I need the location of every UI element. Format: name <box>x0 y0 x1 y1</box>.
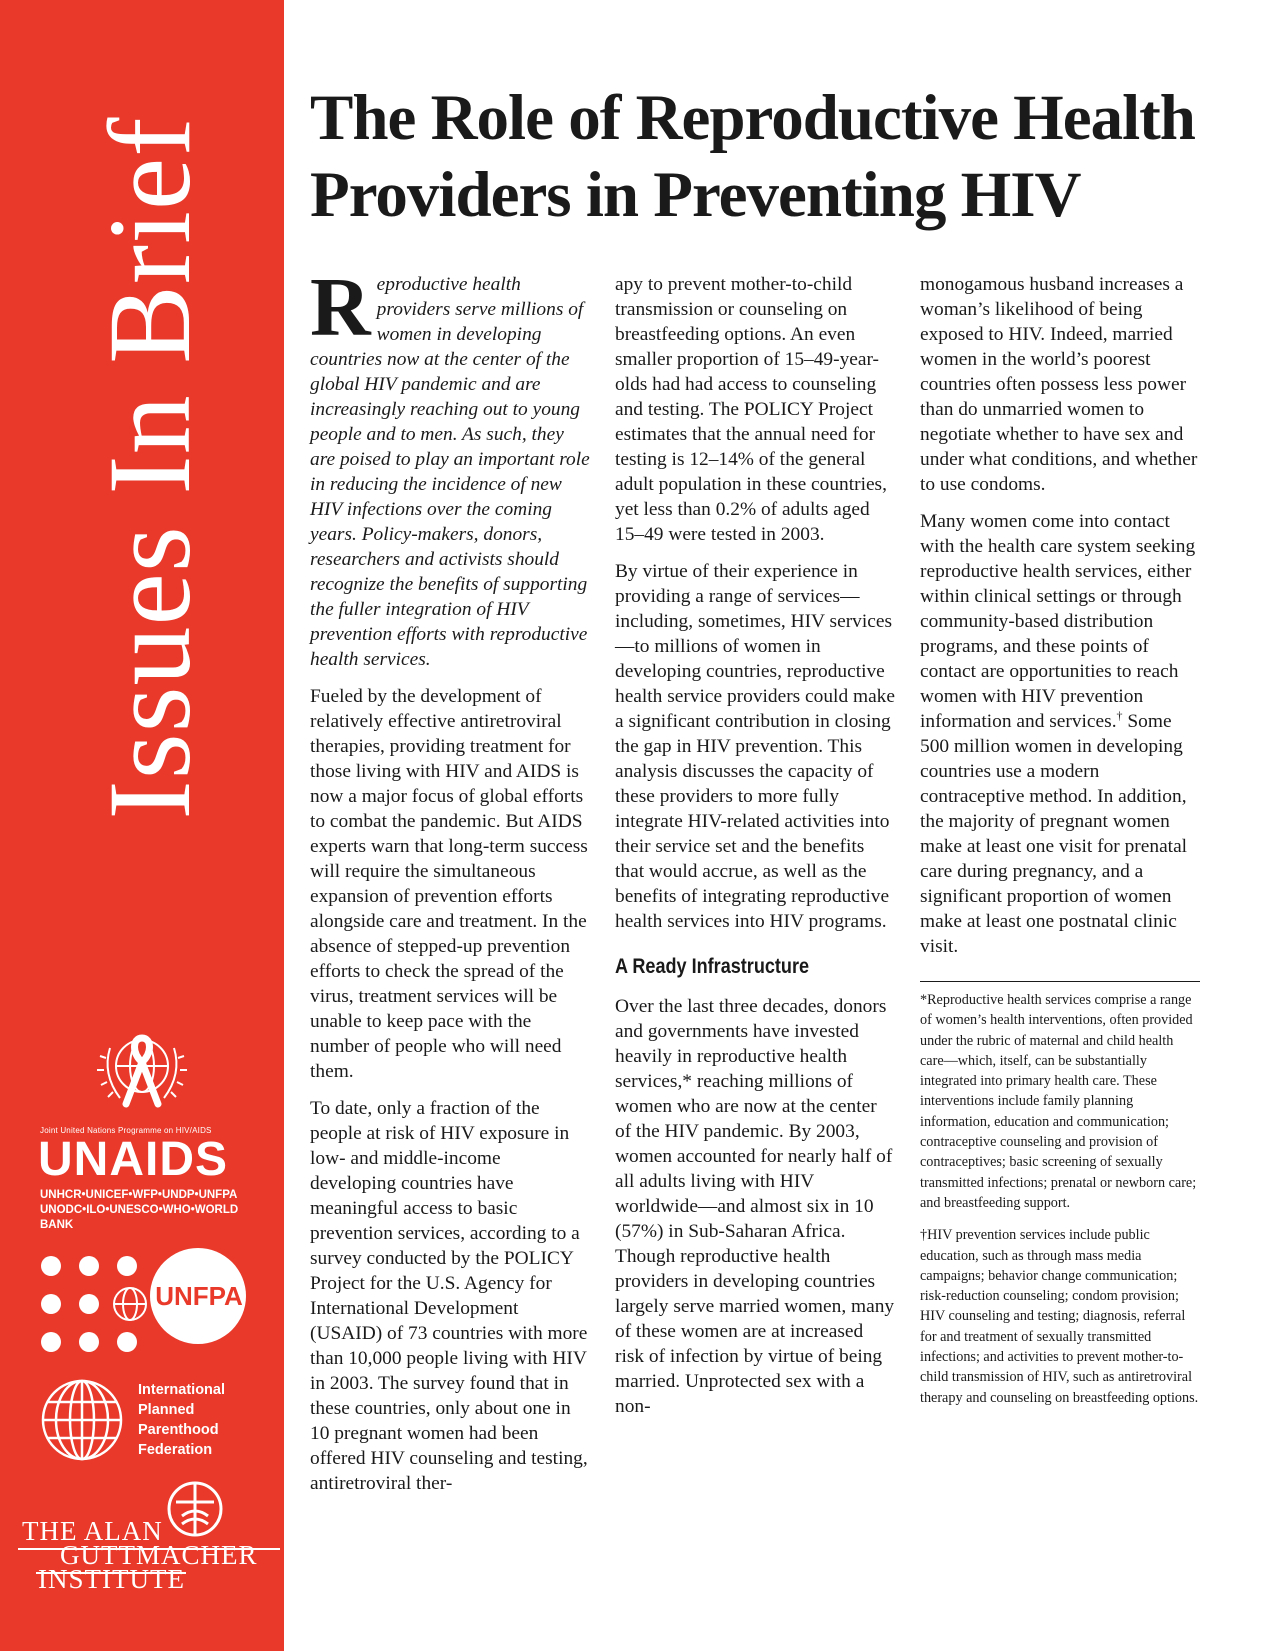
sidebar-red-band <box>0 0 284 1651</box>
paragraph-2-part1: To date, only a fraction of the people at risk of HIV exposure in low- and middle-income developing countries have meaningful access to basic prevention services, according to a survey conducted by the POLICY Project for the U.S. Agency for International Development (USAID) of 73 countries with more than 10,000 people living with HIV in 2003. The survey found that in these countries, only about one in 10 pregnant women had been offered HIV counseling and testing, antiretroviral ther- <box>310 1098 588 1494</box>
footnote-1: *Reproductive health services comprise a range of women’s health interventions, often provided under the rubric of maternal and child health care—which, itself, can be substantially integrated into primary health care. These interventions include family planning information, education and communication; contraceptive counseling and provision of contraceptives; basic screening of sexually transmitted infections; prenatal or newborn care; and breastfeeding support. <box>920 992 1197 1211</box>
unaids-logo-text: UNAIDS <box>38 1133 229 1186</box>
ippf-name <box>138 1380 278 1460</box>
paragraph-2-part2: apy to prevent mother-to-child transmission or counseling on breastfeeding options. An even smaller proportion of 15–49-year-olds had had access to counseling and testing. The POLICY Project estimates that the annual need for testing is 12–14% of the general adult population in these countries, yet less than 0.2% of adults aged 15–49 were tested in 2003. <box>615 274 887 545</box>
ippf-line3: Parenthood <box>138 1422 219 1438</box>
footnote-rule <box>920 981 1200 982</box>
guttmacher-line3: INSTITUTE <box>38 1564 185 1594</box>
section-heading: A Ready Infrastructure <box>615 955 810 978</box>
guttmacher-line2: GUTTMACHER <box>60 1540 258 1570</box>
unaids-agencies-line1: UNHCR•UNICEF•WFP•UNDP•UNFPA <box>40 1189 238 1201</box>
unaids-emblem-icon <box>88 1018 196 1126</box>
dagger-footnote-ref: † <box>1116 708 1123 723</box>
guttmacher-line1: THE ALAN <box>22 1516 163 1546</box>
page-title-line2: Providers in Preventing HIV <box>310 159 1081 231</box>
drop-cap: R <box>310 261 371 354</box>
paragraph-3: By virtue of their experience in providing a range of services—including, sometimes, HIV services—to millions of women in developing countries, reproductive health service providers could make a significant contribution in closing the gap in HIV prevention. This analysis discusses the capacity of these providers to more fully integrate HIV-related activities into their service set and the benefits that would accrue, as well as the benefits of integrating reproductive health services into HIV programs. <box>615 561 895 932</box>
un-emblem-icon <box>114 1288 146 1320</box>
page-title-line1: The Role of Reproductive Health <box>310 82 1195 154</box>
footnote-2: †HIV prevention services include public education, such as through mass media campaigns; behavior change communication; risk-reduction counseling; condom provision; HIV counseling and testing; diagnosis, referral for and treatment of sexually transmitted infections; and activities to prevent mother-to-child transmission of HIV, such as antiretroviral therapy and counseling on breastfeeding options. <box>920 1227 1199 1406</box>
unfpa-logo-text: UNFPA <box>155 1281 243 1311</box>
ippf-line1: International <box>138 1382 226 1398</box>
intro-text: eproductive health providers serve millions of women in developing countries now at the center of the global HIV pandemic and are increasingly reaching out to young people and to men. As such, they are poised to play an important role in reducing the incidence of new HIV infections over the coming years. Policy-makers, donors, researchers and activists should recognize the benefits of supporting the fuller integration of HIV prevention efforts with reproductive health services. <box>310 274 590 670</box>
guttmacher-emblem-icon <box>166 1480 224 1538</box>
paragraph-1: Fueled by the development of relatively effective antiretroviral therapies, providing treatment for those living with HIV and AIDS is now a major focus of global efforts to combat the pandemic. But AIDS experts warn that long-term success will require the simultaneous expansion of prevention efforts alongside care and treatment. In the absence of stepped-up prevention efforts to check the spread of the virus, treatment services will be unable to keep pace with the number of people who will need them. <box>310 686 588 1082</box>
intro-paragraph <box>310 261 590 672</box>
unaids-agencies <box>40 1188 250 1233</box>
paragraph-4-part2: monogamous husband increases a woman’s likelihood of being exposed to HIV. Indeed, married women in the world’s poorest countries often possess less power than do unmarried women to negotiate whether to have sex and under what conditions, and whether to use condoms. <box>920 274 1198 495</box>
text-column-1 <box>310 261 590 1508</box>
page-title <box>310 80 1240 234</box>
ippf-globe-icon <box>40 1378 124 1462</box>
paragraph-4-part1: Over the last three decades, donors and governments have invested heavily in reproductive health services,* reaching millions of women who are now at the center of the HIV pandemic. By 2003, women accounted for nearly half of all adults living with HIV worldwide—and almost six in 10 (57%) in Sub-Saharan Africa. Though reproductive health providers in developing countries largely serve married women, many of these women are at increased risk of infection by virtue of being married. Unprotected sex with a non- <box>615 996 895 1417</box>
series-title: Issues In Brief <box>84 116 215 820</box>
text-column-3 <box>920 272 1200 1420</box>
paragraph-5-text: Many women come into contact with the health care system seeking reproductive health services, either within clinical settings or through community-based distribution programs, and these points of contact are opportunities to reach women with HIV prevention information and services. <box>920 511 1196 732</box>
ippf-line4: Federation <box>138 1442 213 1458</box>
paragraph-5 <box>920 509 1200 959</box>
unaids-caption: Joint United Nations Programme on HIV/AIDS <box>40 1126 212 1135</box>
paragraph-5-text-cont: Some 500 million women in developing countries use a modern contraceptive method. In addition, the majority of pregnant women make at least one visit for prenatal care during pregnancy, and a significant proportion of women make at least one postnatal clinic visit. <box>920 711 1188 957</box>
ippf-line2: Planned <box>138 1402 195 1418</box>
unaids-agencies-line2: UNODC•ILO•UNESCO•WHO•WORLD BANK <box>40 1204 239 1231</box>
text-column-2 <box>615 272 895 1431</box>
